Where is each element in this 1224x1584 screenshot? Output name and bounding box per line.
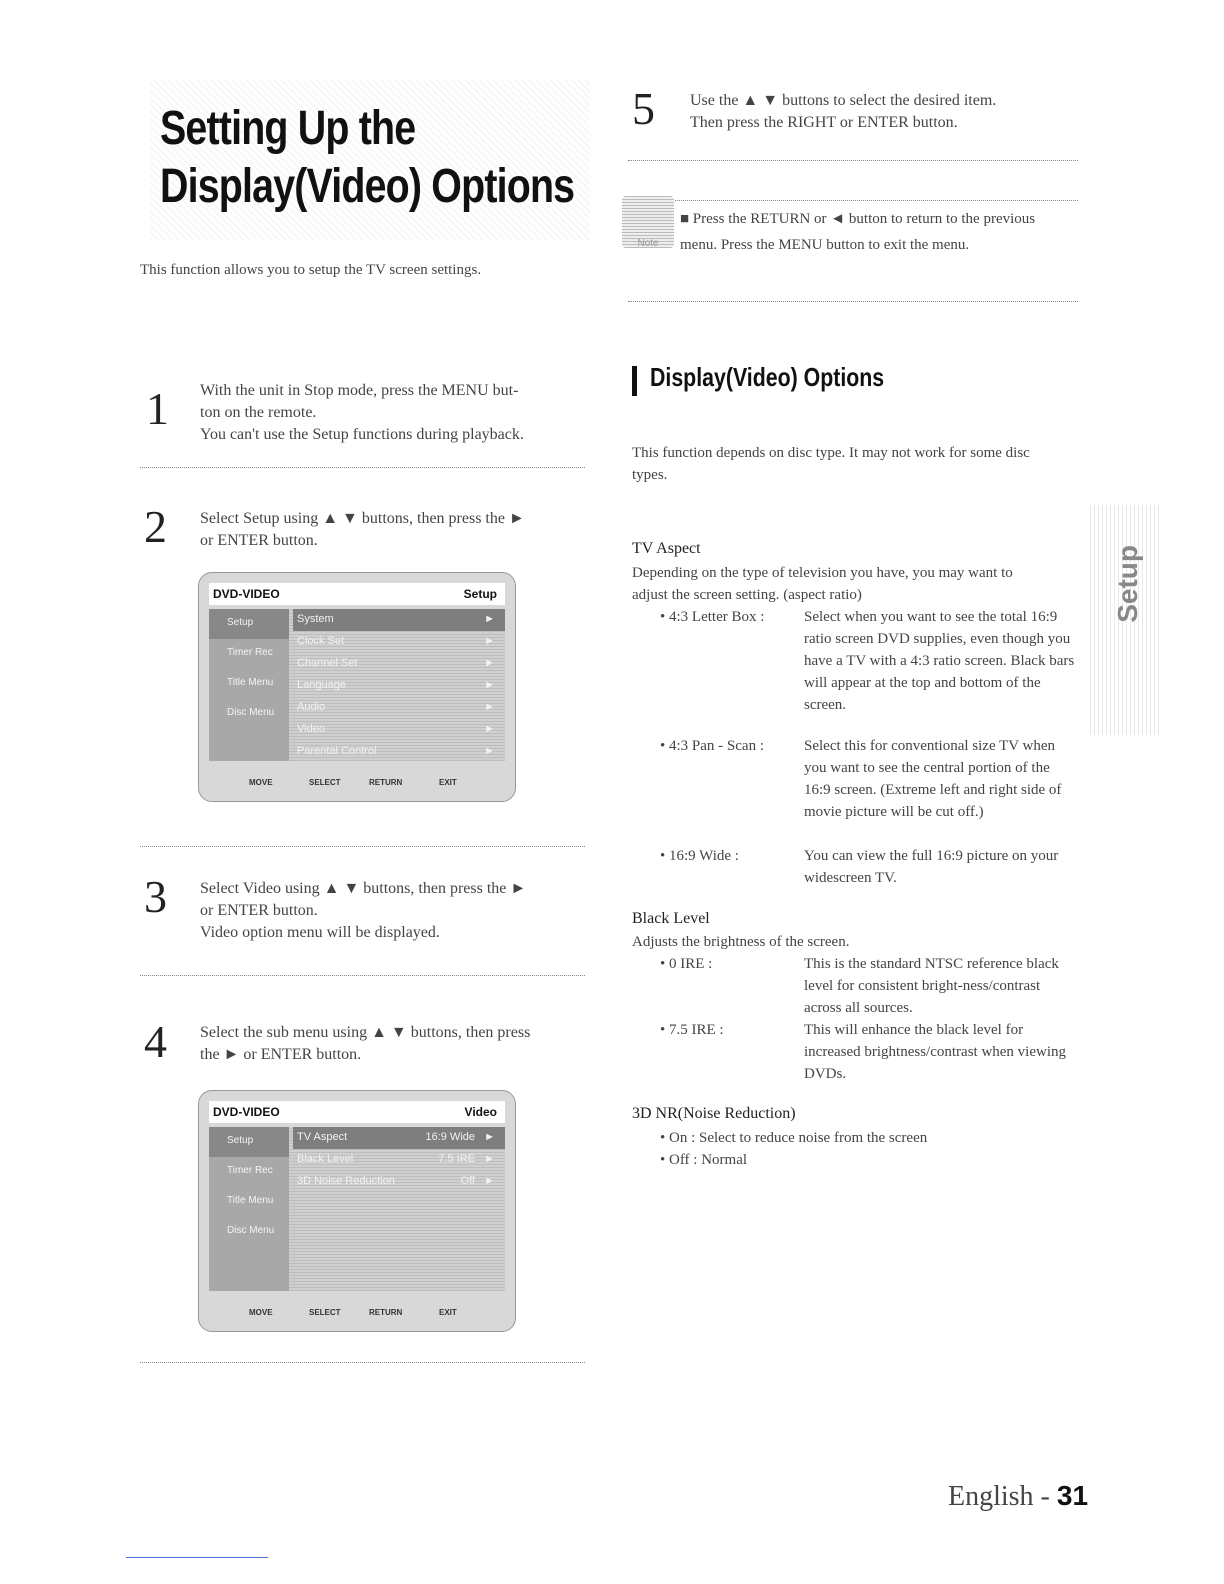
screen-menu-rows — [293, 1127, 505, 1193]
black-level-heading: Black Level — [632, 910, 710, 927]
bottom-rule — [126, 1557, 268, 1558]
menu-row: Parental Control ► — [297, 745, 495, 757]
screen-header: DVD-VIDEO Video — [209, 1101, 505, 1123]
black-level-desc: Adjusts the brightness of the screen. — [632, 934, 850, 950]
screen-body — [209, 1127, 505, 1291]
section-title: Display(Video) Options — [650, 362, 885, 392]
tv-aspect-desc: Depending on the type of television you have, you may want to adjust the screen setting. (aspect ratio) — [632, 565, 1013, 603]
divider — [140, 846, 585, 847]
menu-row: Clock Set ► — [297, 635, 495, 647]
divider — [140, 467, 585, 468]
divider — [140, 975, 585, 976]
menu-row: Channel Set ► — [297, 657, 495, 669]
divider — [628, 160, 1078, 161]
option-desc: Select this for conventional size TV when you want to see the central portion of the 16:9 screen. (Extreme left and right side of movie picture will be cut off.) — [804, 738, 1062, 820]
option-desc: You can view the full 16:9 picture on your widescreen TV. — [804, 848, 1059, 886]
step-number: 5 — [632, 83, 655, 134]
section-bar — [632, 366, 637, 396]
noise-heading: 3D NR(Noise Reduction) — [632, 1105, 796, 1122]
screen-body — [209, 609, 505, 761]
menu-row: TV Aspect 16:9 Wide ► — [293, 1127, 505, 1149]
screen-footer: MOVE SELECT RETURN EXIT — [249, 778, 457, 787]
screen-sidebar: Setup Timer Rec Title Menu Disc Menu — [209, 609, 289, 761]
side-tab-label: Setup — [1112, 545, 1143, 623]
menu-row: Audio ► — [297, 701, 495, 713]
option-line: • Off : Normal — [660, 1152, 748, 1168]
page-number: 31 — [1056, 1480, 1089, 1511]
menu-row: 3D Noise Reduction Off ► — [297, 1175, 495, 1187]
video-menu-screenshot — [198, 1090, 516, 1332]
section-intro: This function depends on disc type. It may not work for some disc types. — [632, 445, 1030, 483]
note-text: ■ Press the RETURN or ◄ button to return to the previous menu. Press the MENU button to exit the menu. — [680, 211, 1036, 253]
note-icon: Note — [622, 196, 674, 248]
option-key: • 4:3 Pan - Scan : — [660, 738, 764, 754]
step-text: Select Setup using ▲ ▼ buttons, then press the ► or ENTER button. — [200, 510, 525, 549]
step-text: Select Video using ▲ ▼ buttons, then press the ► or ENTER button. Video option menu will be displayed. — [200, 880, 527, 941]
setup-menu-screenshot — [198, 572, 516, 802]
menu-row: Black Level 7.5 IRE ► — [297, 1153, 495, 1165]
option-key: • 7.5 IRE : — [660, 1022, 724, 1038]
tv-aspect-heading: TV Aspect — [632, 540, 701, 557]
step-number: 3 — [144, 871, 167, 922]
option-desc: This is the standard NTSC reference black level for consistent bright-ness/contrast across all sources. — [804, 956, 1059, 1016]
menu-row: System ► — [293, 609, 505, 631]
step-number: 4 — [144, 1016, 167, 1067]
step-text: Select the sub menu using ▲ ▼ buttons, then press the ► or ENTER button. — [200, 1024, 531, 1063]
option-key: • 0 IRE : — [660, 956, 713, 972]
step-text: Use the ▲ ▼ buttons to select the desired item. Then press the RIGHT or ENTER button. — [690, 92, 997, 131]
option-desc: This will enhance the black level for increased brightness/contrast when viewing DVDs. — [804, 1022, 1067, 1082]
page-title: Setting Up the Display(Video) Options — [160, 102, 575, 213]
option-line: • On : Select to reduce noise from the screen — [660, 1130, 928, 1146]
intro-text: This function allows you to setup the TV screen settings. — [140, 262, 482, 278]
page-footer: English - 31 — [948, 1480, 1089, 1512]
screen-footer: MOVE SELECT RETURN EXIT — [249, 1308, 457, 1317]
menu-row: Language ► — [297, 679, 495, 691]
step-number: 2 — [144, 501, 167, 552]
menu-row: Video ► — [297, 723, 495, 735]
option-key: • 16:9 Wide : — [660, 848, 739, 864]
screen-menu-rows — [293, 609, 505, 763]
option-desc: Select when you want to see the total 16:9 ratio screen DVD supplies, even though you have a TV with a 4:3 ratio screen. Black bars will appear at the top and bottom of the screen. — [804, 609, 1075, 713]
option-key: • 4:3 Letter Box : — [660, 609, 765, 625]
screen-header: DVD-VIDEO Setup — [209, 583, 505, 605]
divider — [140, 1362, 585, 1363]
step-number: 1 — [146, 383, 169, 434]
screen-sidebar: Setup Timer Rec Title Menu Disc Menu — [209, 1127, 289, 1291]
step-text: With the unit in Stop mode, press the MENU but- ton on the remote. You can't use the Setup functions during playback. — [200, 382, 524, 443]
